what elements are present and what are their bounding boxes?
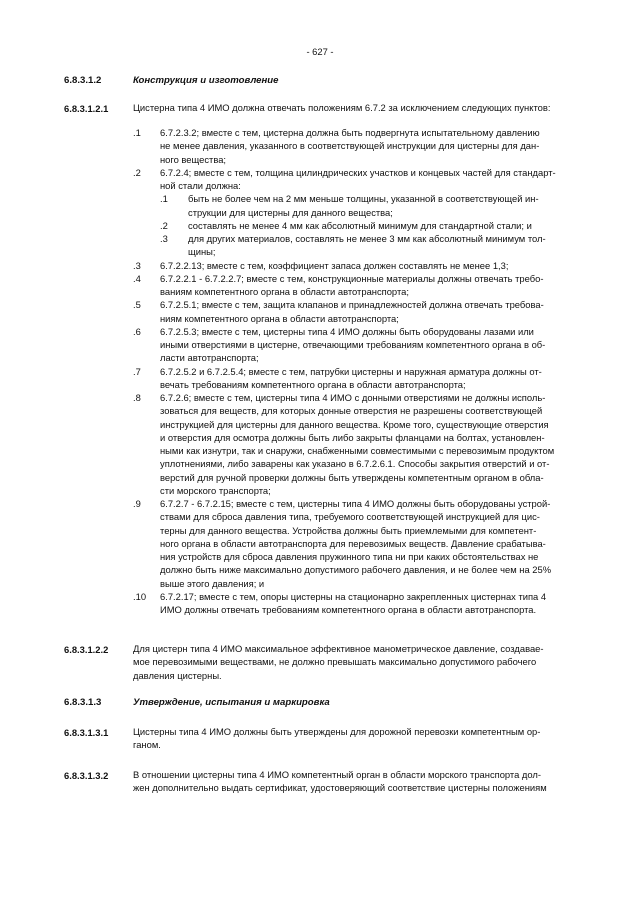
list-item <box>133 126 567 166</box>
paragraph-text: Цистерна типа 4 ИМО должна отвечать положениям 6.7.2 за исключением следующих пунктов: <box>133 102 551 113</box>
list-item-label: .5 <box>133 299 141 311</box>
list-item-label: .4 <box>133 272 141 284</box>
text-line: составлять не менее 4 мм как абсолютный минимум для стандартной стали; и <box>188 219 532 231</box>
text-line: терны для данного вещества. Устройства должны быть приемлемыми для компетент- <box>160 524 537 536</box>
text-line: верстий для ручной проверки должны быть утверждены компетентным органом в обла- <box>160 471 544 483</box>
text-line: давления цистерны. <box>133 669 222 681</box>
sub-list-item-text <box>188 219 567 232</box>
text-line: должно быть ниже максимально допустимого рабочего давления, и не более чем на 25% <box>160 564 552 576</box>
list-item-label: .2 <box>133 166 141 178</box>
text-line: ласти автотранспорта; <box>160 352 259 364</box>
sub-list-item <box>160 192 567 219</box>
sub-list-item-text <box>188 232 567 259</box>
text-line: В отношении цистерны типа 4 ИМО компетентный орган в области морского транспорта дол- <box>133 769 542 780</box>
text-line: 6.7.2.3.2; вместе с тем, цистерна должна быть подвергнута испытательному давлению <box>160 127 540 138</box>
section-title: Утверждение, испытания и маркировка <box>133 697 330 708</box>
paragraph-text <box>133 642 567 682</box>
text-line: ния устройств для сброса давления пружинного типа ни при каких обстоятельствах не <box>160 551 539 562</box>
text-line: ного вещества; <box>160 153 227 165</box>
list-item-label: .6 <box>133 325 141 337</box>
text-line: ными как изнутри, так и снаружи, снабженными совместимыми с перевозимым продуктом <box>160 445 555 456</box>
section-number: 6.8.3.1.3 <box>64 697 102 708</box>
exceptions-list <box>133 126 567 616</box>
text-line: 6.7.2.5.1; вместе с тем, защита клапанов и принадлежностей должна отвечать требова- <box>160 299 544 311</box>
text-line: вечать требованиям компетентного органа в области автотранспорта; <box>160 378 466 390</box>
list-item-label: .7 <box>133 365 141 377</box>
list-item-text <box>160 325 567 365</box>
list-item-text <box>160 298 567 325</box>
text-line: быть не более чем на 2 мм меньше толщины, указанной в соответствующей ин- <box>188 193 539 205</box>
list-item <box>133 391 567 497</box>
paragraph-number: 6.8.3.1.2.2 <box>64 644 109 655</box>
text-line: ствами для сброса давления типа, требуемого соответствующей инструкцией для цис- <box>160 511 540 523</box>
list-item-text <box>160 259 567 272</box>
text-line: ного органа в области автотранспорта для перевозимых веществ. Давление срабатыва- <box>160 537 546 549</box>
sub-list-item-label: .3 <box>160 233 168 244</box>
list-item-text <box>160 497 567 590</box>
list-item-text <box>160 365 567 392</box>
list-item <box>133 259 567 272</box>
sub-list-item <box>160 219 567 232</box>
text-line: зоваться для веществ, для которых донные отверстия не разрешены соответствующей <box>160 405 543 417</box>
sub-list-item <box>160 232 567 259</box>
text-line: мое перевозимыми веществами, не должно превышать максимально допустимого рабочего <box>133 656 537 668</box>
text-line: Цистерны типа 4 ИМО должны быть утверждены для дорожной перевозки компетентным ор- <box>133 726 541 737</box>
text-line: уплотнениями, либо заварены как указано в 6.7.2.6.1. Способы закрытия отверстий и от- <box>160 458 550 470</box>
page-number: - 627 - <box>306 46 334 57</box>
text-line: для других материалов, составлять не менее 3 мм как абсолютный минимум тол- <box>188 233 546 244</box>
list-item-text <box>160 590 567 617</box>
paragraph-number: 6.8.3.1.3.1 <box>64 727 109 738</box>
text-line: 6.7.2.17; вместе с тем, опоры цистерны на стационарно закрепленных цистернах типа 4 <box>160 590 547 602</box>
paragraph-text <box>133 725 567 752</box>
text-line: ваниям компетентного органа в области автотранспорта; <box>160 286 409 297</box>
text-line: 6.7.2.6; вместе с тем, цистерны типа 4 ИМО с донными отверстиями не должны исполь- <box>160 392 546 403</box>
list-item <box>133 166 567 259</box>
text-line: ганом. <box>133 739 161 751</box>
list-item-label: .10 <box>133 590 147 602</box>
paragraph-text <box>133 768 567 795</box>
sub-list-item-label: .1 <box>160 193 168 205</box>
text-line: выше этого давления; и <box>160 577 265 589</box>
list-item-label: .1 <box>133 127 141 138</box>
list-item-text <box>160 391 567 497</box>
text-line: жен дополнительно выдать сертификат, удостоверяющий соответствие цистерны положениям <box>133 782 547 794</box>
sub-list-item-text <box>188 192 567 219</box>
list-item <box>133 590 567 617</box>
list-item-text <box>160 166 567 193</box>
sub-list-item-label: .2 <box>160 219 168 231</box>
text-line: Для цистерн типа 4 ИМО максимальное эффективное манометрическое давление, создавае- <box>133 643 544 654</box>
text-line: иными отверстиями в цистерне, отвечающими требованиям компетентного органа в об- <box>160 339 546 350</box>
text-line: 6.7.2.2.1 - 6.7.2.2.7; вместе с тем, конструкционные материалы должны отвечать требо- <box>160 272 544 284</box>
list-item-label: .9 <box>133 498 141 509</box>
section-title: Конструкция и изготовление <box>133 75 279 86</box>
text-line: 6.7.2.4; вместе с тем, толщина цилиндрических участков и концевых частей для стандарт- <box>160 166 556 178</box>
list-item <box>133 497 567 590</box>
text-line: не менее давления, указанного в соответствующей инструкции для цистерны для дан- <box>160 140 540 152</box>
list-item <box>133 365 567 392</box>
text-line: ной стали должна: <box>160 180 241 191</box>
text-line: 6.7.2.2.13; вместе с тем, коэффициент запаса должен составлять не менее 1,3; <box>160 259 509 271</box>
text-line: щины; <box>188 246 216 258</box>
list-item <box>133 298 567 325</box>
text-line: струкции для цистерны для данного вещества; <box>188 206 393 218</box>
paragraph-number: 6.8.3.1.2.1 <box>64 103 109 114</box>
text-line: ИМО должны отвечать требованиям компетентного органа в области автотранспорта. <box>160 604 537 615</box>
list-item <box>133 272 567 299</box>
text-line: 6.7.2.5.3; вместе с тем, цистерны типа 4 ИМО должны быть оборудованы лазами или <box>160 325 534 337</box>
text-line: и отверстия для осмотра должны быть либо закрыты фланцами на болтах, установлен- <box>160 431 545 443</box>
list-item-label: .3 <box>133 259 141 271</box>
list-item-text <box>160 272 567 299</box>
text-line: 6.7.2.5.2 и 6.7.2.5.4; вместе с тем, патрубки цистерны и наружная арматура должны от- <box>160 365 542 377</box>
section-number: 6.8.3.1.2 <box>64 75 102 86</box>
paragraph-number: 6.8.3.1.3.2 <box>64 770 109 781</box>
text-line: инструкцией для цистерны для данного вещества. Кроме того, существующие отверстия <box>160 418 549 430</box>
list-item <box>133 325 567 365</box>
text-line: сти морского транспорта; <box>160 484 271 496</box>
list-item-label: .8 <box>133 392 141 403</box>
text-line: 6.7.2.7 - 6.7.2.15; вместе с тем, цистерны типа 4 ИМО должны быть оборудованы устрой- <box>160 498 551 509</box>
list-item-text <box>160 126 567 166</box>
text-line: ниям компетентного органа в области автотранспорта; <box>160 312 399 324</box>
